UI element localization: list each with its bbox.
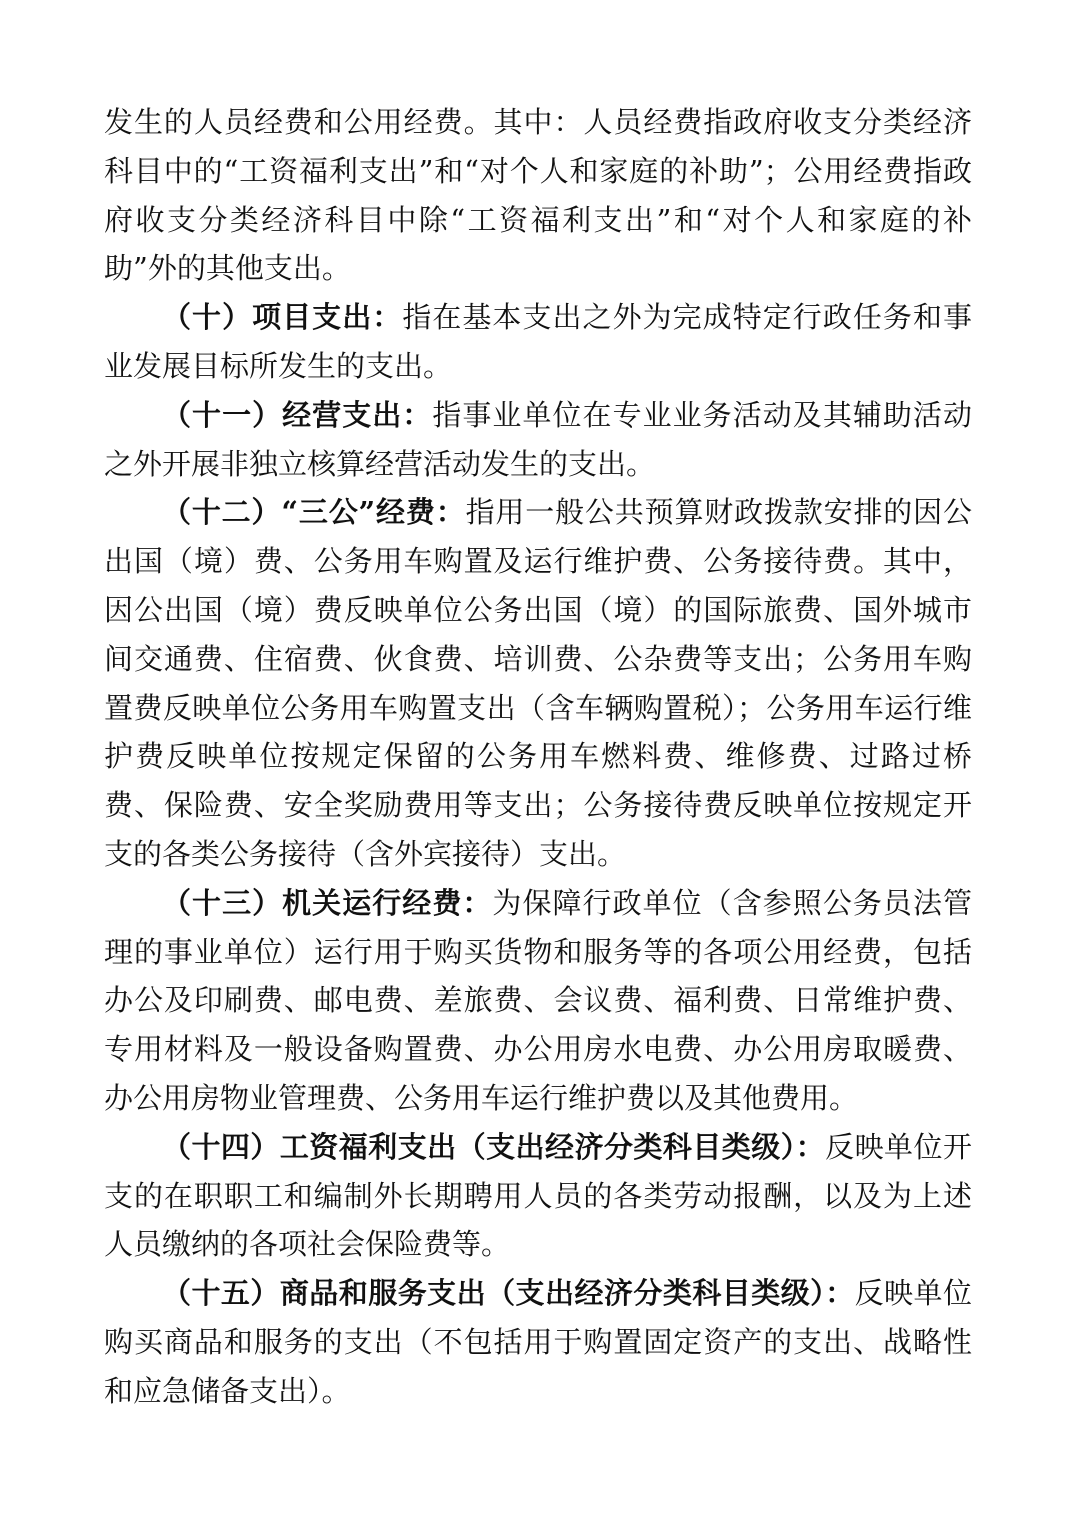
paragraph-project-expenditure [104, 293, 972, 391]
paragraph-text: 指在基本支出之外为完成特定行政任务和事业发展目标所发生的支出。 [104, 300, 972, 383]
paragraph-three-public-expenses [104, 488, 972, 878]
paragraph-text: 反映单位购买商品和服务的支出（不包括用于购置固定资产的支出、战略性和应急储备支出）。 [104, 1276, 972, 1408]
paragraph-text: 反映单位开支的在职职工和编制外长期聘用人员的各类劳动报酬，以及为上述人员缴纳的各项社会保险费等。 [104, 1129, 972, 1262]
term-heading: （十）项目支出： [162, 300, 403, 335]
term-heading: （十二）“三公”经费： [162, 495, 466, 530]
paragraph-agency-operating-funds [104, 879, 972, 1123]
paragraph-text: 指事业单位在专业业务活动及其辅助活动之外开展非独立核算经营活动发生的支出。 [104, 397, 972, 481]
term-heading: （十五）商品和服务支出（支出经济分类科目类级）： [162, 1276, 855, 1311]
paragraph-text: 发生的人员经费和公用经费。其中：人员经费指政府收支分类经济科目中的“工资福利支出”和“对个人和家庭的补助”；公用经费指政府收支分类经济科目中除“工资福利支出”和“对个人和家庭的补助”外的其他支出。 [104, 105, 972, 286]
paragraph-continuation [104, 98, 972, 293]
term-heading: （十一）经营支出： [162, 397, 433, 432]
paragraph-operating-expenditure [104, 391, 972, 489]
term-heading: （十四）工资福利支出（支出经济分类科目类级）： [162, 1129, 826, 1164]
term-heading: （十三）机关运行经费： [162, 885, 493, 920]
paragraph-goods-services-expenditure [104, 1269, 972, 1415]
paragraph-text: 指用一般公共预算财政拨款安排的因公出国（境）费、公务用车购置及运行维护费、公务接待费。其中，因公出国（境）费反映单位公务出国（境）的国际旅费、国外城市间交通费、住宿费、伙食费、培训费、公杂费等支出；公务用车购置费反映单位公务用车购置支出（含车辆购置税）；公务用车运行维护费反映单位按规定保留的公务用车燃料费、维修费、过路过桥费、保险费、安全奖励费用等支出；公务接待费反映单位按规定开支的各类公务接待（含外宾接待）支出。 [104, 495, 972, 871]
document-page [104, 98, 972, 1416]
paragraph-wage-welfare-expenditure [104, 1123, 972, 1269]
paragraph-text: 为保障行政单位（含参照公务员法管理的事业单位）运行用于购买货物和服务等的各项公用经费，包括办公及印刷费、邮电费、差旅费、会议费、福利费、日常维护费、专用材料及一般设备购置费、办公用房水电费、办公用房取暖费、办公用房物业管理费、公务用车运行维护费以及其他费用。 [104, 885, 972, 1115]
